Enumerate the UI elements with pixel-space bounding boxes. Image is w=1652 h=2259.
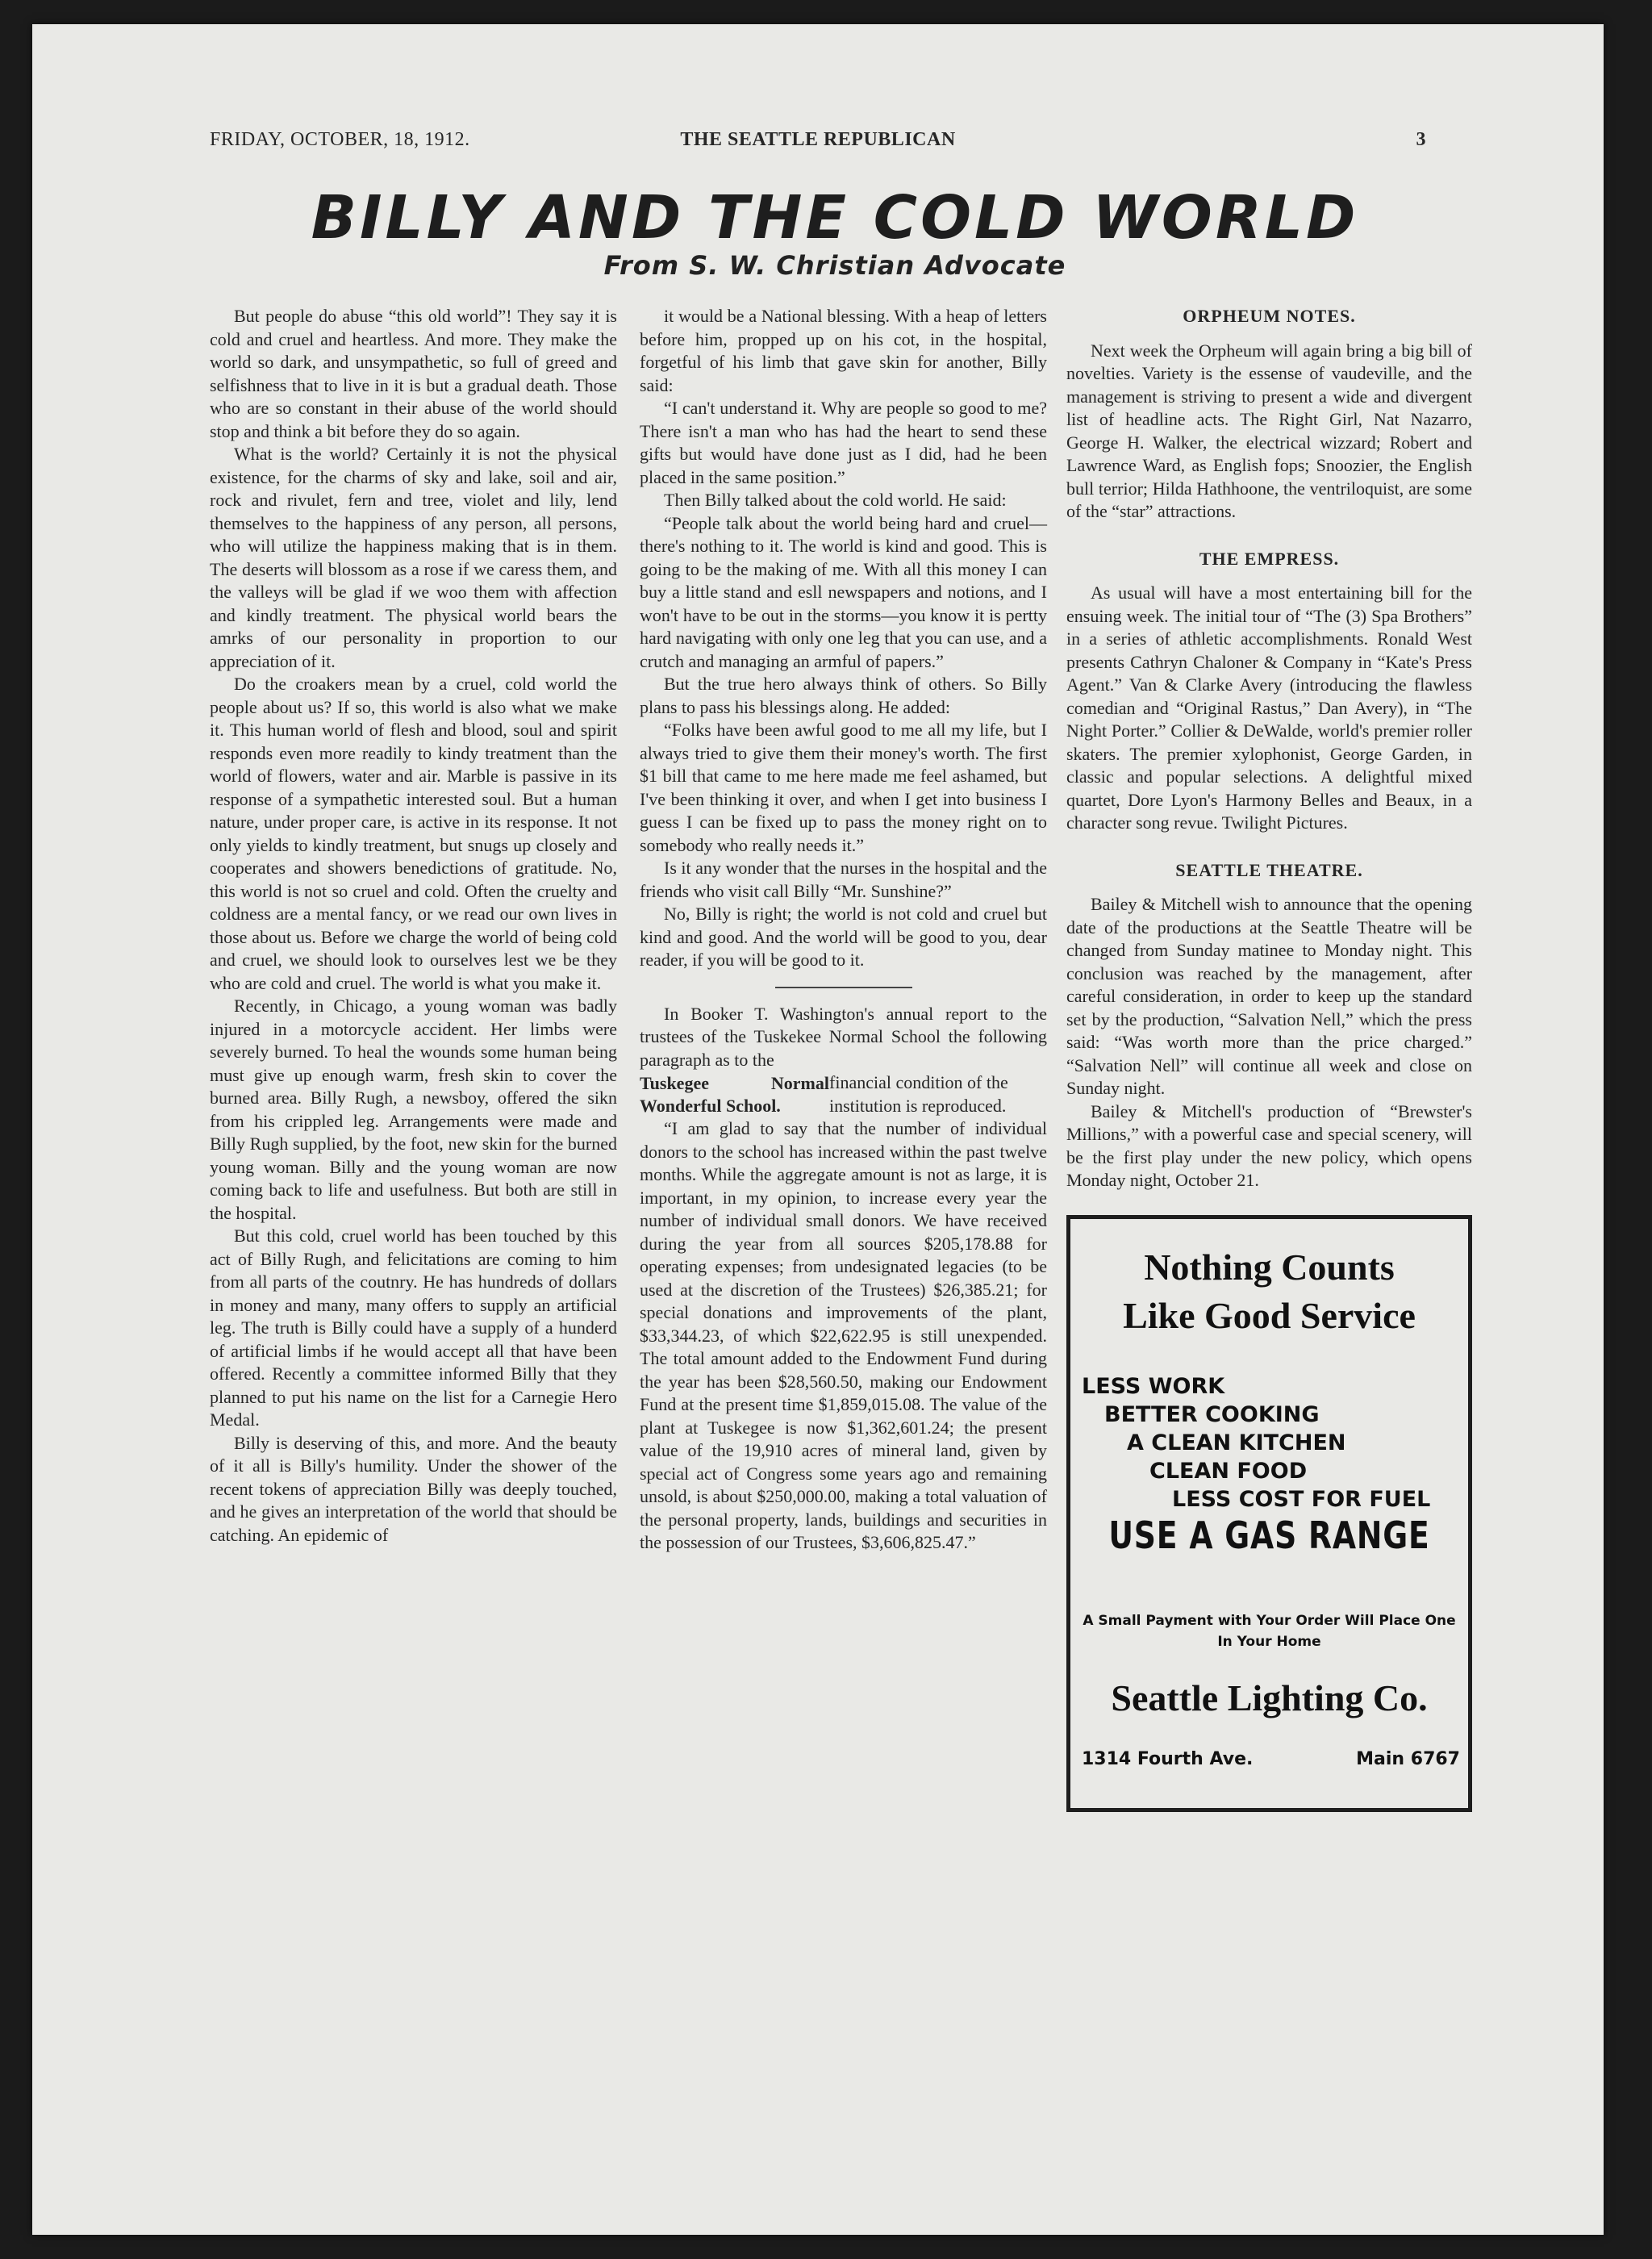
gas-range-advertisement (1066, 1215, 1472, 1812)
ad-call-to-action: USE A GAS RANGE (1108, 1513, 1430, 1557)
page-number: 3 (1416, 129, 1426, 150)
ad-company-name: Seattle Lighting Co. (1111, 1677, 1428, 1718)
tuskegee-side-text: financial condition of the institution is reproduced. (829, 1072, 1008, 1116)
section-divider (775, 987, 912, 988)
article-subheadline: From S. W. Christian Advocate (603, 250, 1066, 281)
seattle-theatre-text-2: Bailey & Mitchell's production of “Brewster's Millions,” with a powerful case and special scenery, will be the first play under the new policy, which opens Monday night, October 21. (1066, 1100, 1472, 1190)
orpheum-text: Next week the Orpheum will again bring a big bill of novelties. Variety is the essense of vaudeville, and the management is striving to present a wide and divergent list of headline acts. The Right Girl, Nat Nazarro, George H. Walker, the electrical wizzard; Robert and Lawrence Ward, as English fops; Snoozier, the English bull terrior; Hilda Hathhoone, the ventriloquist, are some of the “star” attractions. (1066, 340, 1472, 521)
page-header (210, 129, 1426, 161)
ad-address: 1314 Fourth Ave. (1082, 1748, 1254, 1769)
newspaper-page (32, 24, 1604, 2235)
empress-text: As usual will have a most entertaining bill for the ensuing week. The initial tour of “The (3) Spa Brothers” in a series of athletic accomplishments. Ronald West presents Cathryn Chaloner & Company in “Kate's Press Agent.” Van & Clarke Avery (introducing the flawless comedian and “Original Rastus,” Dan Avery), in “The Night Porter.” Collier & DeWalde, world's premier roller skaters. The premier xylophonist, George Garden, in classic and popular selections. A delightful mixed quartet, Dore Lyon's Harmony Belles and Beaux, in a character song revue. Twilight Pictures. (1066, 582, 1472, 833)
ad-headline-line-1: Nothing Counts (1144, 1246, 1395, 1288)
ad-benefit: A CLEAN KITCHEN (1127, 1430, 1346, 1455)
article-paragraph: it would be a National blessing. With a heap of letters before him, propped up on his cot, in the hospital, forgetful of his limb that gave skin for another, Billy said: (640, 306, 1047, 395)
article-paragraph: Billy is deserving of this, and more. And the beauty of it all is Billy's humility. Under the shower of the recent tokens of appreciation Billy was deeply touched, and he gives an interpretation of the world that should be catching. An epidemic of (210, 1432, 617, 1545)
article-paragraph: Do the croakers mean by a cruel, cold world the people about us? If so, this world is also what we make it. This human world of flesh and blood, soul and spirit responds even more readily to kindy treatment than the world of flowers, water and air. Marble is passive in its response of a sympathetic interested soul. But a human nature, under proper care, is active in its response. It not only yields to kindly treatment, but snugs up closely and cooperates and showers benedictions of gratitude. No, this world is not so cruel and cold. Often the cruelty and coldness are a mental fancy, or we read our own lives in those about us. Before we charge the world of being cold and cruel, we should look to ourselves lest we be they who are cold and cruel. The world is what you make it. (210, 674, 617, 993)
article-column-1 (210, 305, 617, 1547)
article-paragraph: “People talk about the world being hard and cruel—there's nothing to it. The world is kind and good. This is going to be the making of me. With all this money I can buy a little stand and esll newspapers and notions, and I won't have to be out in the storms—you know it is pertty hard navigating with only one leg that you can use, and a crutch and managing an armful of papers.” (640, 512, 1047, 671)
ad-benefit: LESS WORK (1082, 1373, 1225, 1399)
tuskegee-report: “I am glad to say that the number of individual donors to the school has increased within the past twelve months. While the aggregate amount is not as large, it is important, in my opinion, to increase every year the number of individual small donors. We have received during the year from all sources $205,178.88 for operating expenses; from undesignated legacies (to be used at the discretion of the Trustees) $26,385.21; for special donations and improvements of the plant, $33,344.23, of which $22,622.95 is still unexpended. The total amount added to the Endowment Fund during the year has been $28,560.50, making our Endowment Fund at the present time $1,859,015.08. The value of the plant at Tuskegee is now $1,362,601.24; the present value of the 19,910 acres of mineral land, given by special act of Congress some years ago and remaining unsold, is about $250,000.00, making a total valuation of the personal property, lands, buildings and securities in the possession of our Trustees, $3,606,825.47.” (640, 1118, 1047, 1552)
article-paragraph: Is it any wonder that the nurses in the hospital and the friends who visit call Billy “Mr. Sunshine?” (640, 858, 1047, 901)
article-paragraph: Recently, in Chicago, a young woman was badly injured in a motorcycle accident. Her limbs were severely burned. To heal the wounds some human being must give up enough warm, fresh skin to cover the burned area. Billy Rugh, a newsboy, offered the sikn from his crippled leg. Arrangements were made and Billy Rugh supplied, by the foot, new skin for the burned young woman. Billy and the young woman are now coming back to life and usefulness. But both are still in the hospital. (210, 996, 617, 1223)
ad-headline (1070, 1243, 1468, 1340)
ad-headline-line-2: Like Good Service (1123, 1294, 1416, 1336)
tuskegee-intro: In Booker T. Washington's annual report to the trustees of the Tuskekee Normal School the following paragraph as to the (640, 1003, 1047, 1070)
theatre-column (1066, 305, 1472, 1812)
article-paragraph: No, Billy is right; the world is not cold and cruel but kind and good. And the world will be good to you, dear reader, if you will be good to it. (640, 904, 1047, 970)
newspaper-name: THE SEATTLE REPUBLICAN (680, 129, 956, 150)
orpheum-title: ORPHEUM NOTES. (1183, 306, 1356, 326)
ad-phone: Main 6767 (1356, 1748, 1460, 1769)
article-paragraph: What is the world? Certainly it is not the physical existence, for the charms of sky and lake, soil and air, rock and rivulet, fern and tree, violet and lily, lend themselves to the happiness of any person, all persons, who will utilize the happiness making that is in them. The deserts will blossom as a rose if we caress them, and the valleys will be glad if we woo them with affection and kindly treatment. The physical world bears the amrks of our personality in proportion to our appreciation of it. (210, 444, 617, 671)
article-paragraph: But this cold, cruel world has been touched by this act of Billy Rugh, and felicitations are coming to him from all parts of the coutnry. He has hundreds of dollars in money and many, many offers to supply an artificial leg. The truth is Billy could have a supply of a hunderd of artificial limbs if he would accept all that have been offered. Recently a committee informed Billy that they planned to put his name on the list for a Carnegie Hero Medal. (210, 1226, 617, 1430)
issue-date: FRIDAY, OCTOBER, 18, 1912. (210, 129, 470, 150)
article-paragraph: “I can't understand it. Why are people so good to me? There isn't a man who has had the heart to send these gifts but would have done just as I did, had he been placed in the same position.” (640, 398, 1047, 487)
article-paragraph: Then Billy talked about the cold world. He said: (664, 490, 1007, 510)
ad-benefits-list (1082, 1372, 1465, 1514)
tuskegee-side-heading: Tuskegee Normal Wonderful School. (640, 1072, 829, 1116)
ad-benefit: CLEAN FOOD (1149, 1458, 1308, 1484)
empress-title: THE EMPRESS. (1199, 548, 1340, 569)
ad-small-print: A Small Payment with Your Order Will Place One In Your Home (1083, 1612, 1456, 1650)
seattle-theatre-title: SEATTLE THEATRE. (1175, 859, 1363, 880)
seattle-theatre-text-1: Bailey & Mitchell wish to announce that the opening date of the productions at the Seattle Theatre will be changed from Sunday matinee to Monday night. This conclusion was reached by the management, after careful consideration, in order to keep up the standard set by the production, “Salvation Nell,” which the press said: “Was worth more than the price charged.” “Salvation Nell” will continue all week and close on Sunday night. (1066, 894, 1472, 1098)
article-column-2 (640, 305, 1047, 1555)
article-paragraph: “Folks have been awful good to me all my life, but I always tried to give them their money's worth. The first $1 bill that came to me here made me feel ashamed, but I've been thinking it over, and when I get into business I guess I can be fixed up to pass the money right on to somebody who really needs it.” (640, 720, 1047, 855)
tuskegee-side-block (640, 1071, 1047, 1117)
article-headline: BILLY AND THE COLD WORLD (311, 183, 1359, 253)
article-paragraph: But people do abuse “this old world”! They say it is cold and cruel and heartless. And more. They make the world so dark, and unsympathetic, so full of greed and selfishness that to live in it is but a gradual death. Those who are so constant in their abuse of the world should stop and think a bit before they do so again. (210, 306, 617, 441)
article-paragraph: But the true hero always think of others. So Billy plans to pass his blessings along. He added: (640, 674, 1047, 717)
ad-benefit: LESS COST FOR FUEL (1172, 1486, 1431, 1512)
ad-benefit: BETTER COOKING (1104, 1401, 1320, 1427)
